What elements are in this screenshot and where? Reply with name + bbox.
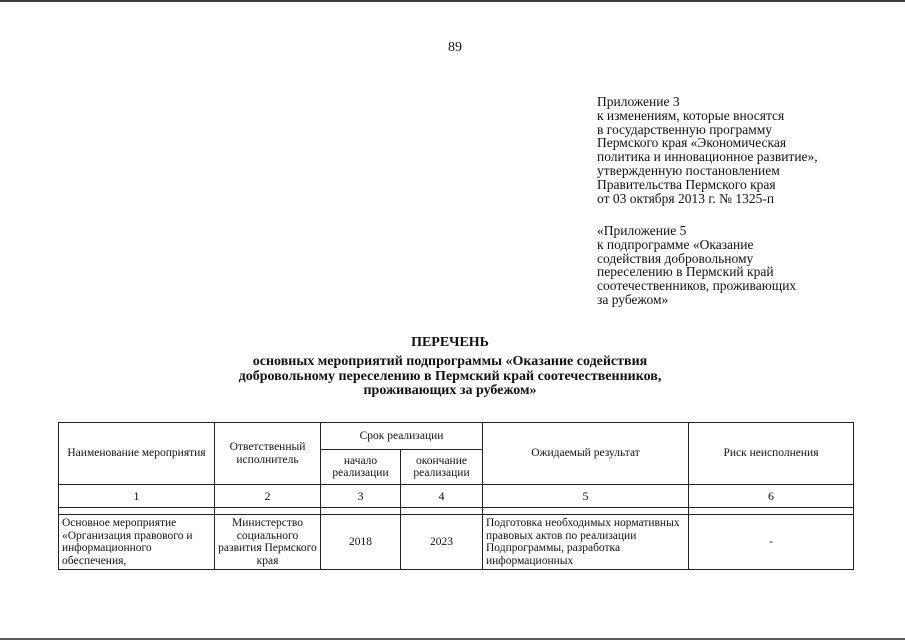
- header-result: Ожидаемый результат: [483, 423, 689, 485]
- annex-3-line: от 03 октября 2013 г. № 1325-п: [597, 190, 775, 206]
- column-number: 1: [59, 485, 215, 508]
- annex-3-line: в государственную программу: [597, 121, 773, 137]
- separator-cell: [321, 508, 401, 515]
- column-number: 5: [483, 485, 689, 508]
- document-subtitle: [150, 355, 750, 399]
- page-number: 89: [448, 40, 462, 55]
- annex-5-line: переселению в Пермский край: [597, 264, 774, 280]
- cell-end: 2023: [401, 515, 483, 570]
- annex-3-line: Пермского края «Экономическая: [597, 135, 787, 151]
- column-number: 2: [215, 485, 321, 508]
- column-number: 3: [321, 485, 401, 508]
- annex-5-line: содействия добровольному: [597, 250, 754, 266]
- separator-cell: [401, 508, 483, 515]
- column-number: 6: [689, 485, 854, 508]
- annex-5-line: «Приложение 5: [597, 223, 687, 238]
- annex-3-line: Приложение 3: [597, 94, 680, 109]
- annex-3-line: политика и инновационное развитие»,: [597, 149, 818, 165]
- annex-5-line: к подпрограмме «Оказание: [597, 236, 754, 252]
- subtitle-line: добровольному переселению в Пермский край соотечественников,: [238, 368, 662, 384]
- header-name: Наименование мероприятия: [59, 423, 215, 485]
- annex-3-line: утвержденную постановлением: [597, 162, 780, 178]
- separator-row: [59, 508, 854, 515]
- annex-3-block: [597, 95, 818, 205]
- column-number-row: [59, 485, 854, 508]
- cell-risk: -: [689, 515, 854, 570]
- column-number: 4: [401, 485, 483, 508]
- cell-start: 2018: [321, 515, 401, 570]
- cell-result: Подготовка необходимых нормативных правовых актов по реализации Подпрограммы, разработка информационных: [483, 515, 689, 570]
- subtitle-line: проживающих за рубежом»: [363, 383, 537, 398]
- cell-executor: Министерство социального развития Пермского края: [215, 515, 321, 570]
- annex-3-line: Правительства Пермского края: [597, 176, 776, 192]
- header-end: окончание реализации: [401, 450, 483, 485]
- header-term: Срок реализации: [321, 423, 483, 450]
- separator-cell: [483, 508, 689, 515]
- separator-cell: [689, 508, 854, 515]
- header-executor: Ответственный исполнитель: [215, 423, 321, 485]
- measures-table: [58, 422, 854, 570]
- annex-5-line: за рубежом»: [597, 291, 669, 307]
- header-risk: Риск неисполнения: [689, 423, 854, 485]
- separator-cell: [59, 508, 215, 515]
- table-row: [59, 515, 854, 570]
- scan-top-edge: [0, 0, 905, 2]
- header-start: начало реализации: [321, 450, 401, 485]
- separator-cell: [215, 508, 321, 515]
- annex-3-line: к изменениям, которые вносятся: [597, 107, 785, 123]
- subtitle-line: основных мероприятий подпрограммы «Оказание содействия: [252, 354, 648, 369]
- document-title: ПЕРЕЧЕНЬ: [411, 335, 489, 350]
- annex-5-block: [597, 224, 796, 307]
- annex-5-line: соотечественников, проживающих: [597, 278, 797, 294]
- cell-name: Основное мероприятие «Организация правового и информационного обеспечения,: [59, 515, 215, 570]
